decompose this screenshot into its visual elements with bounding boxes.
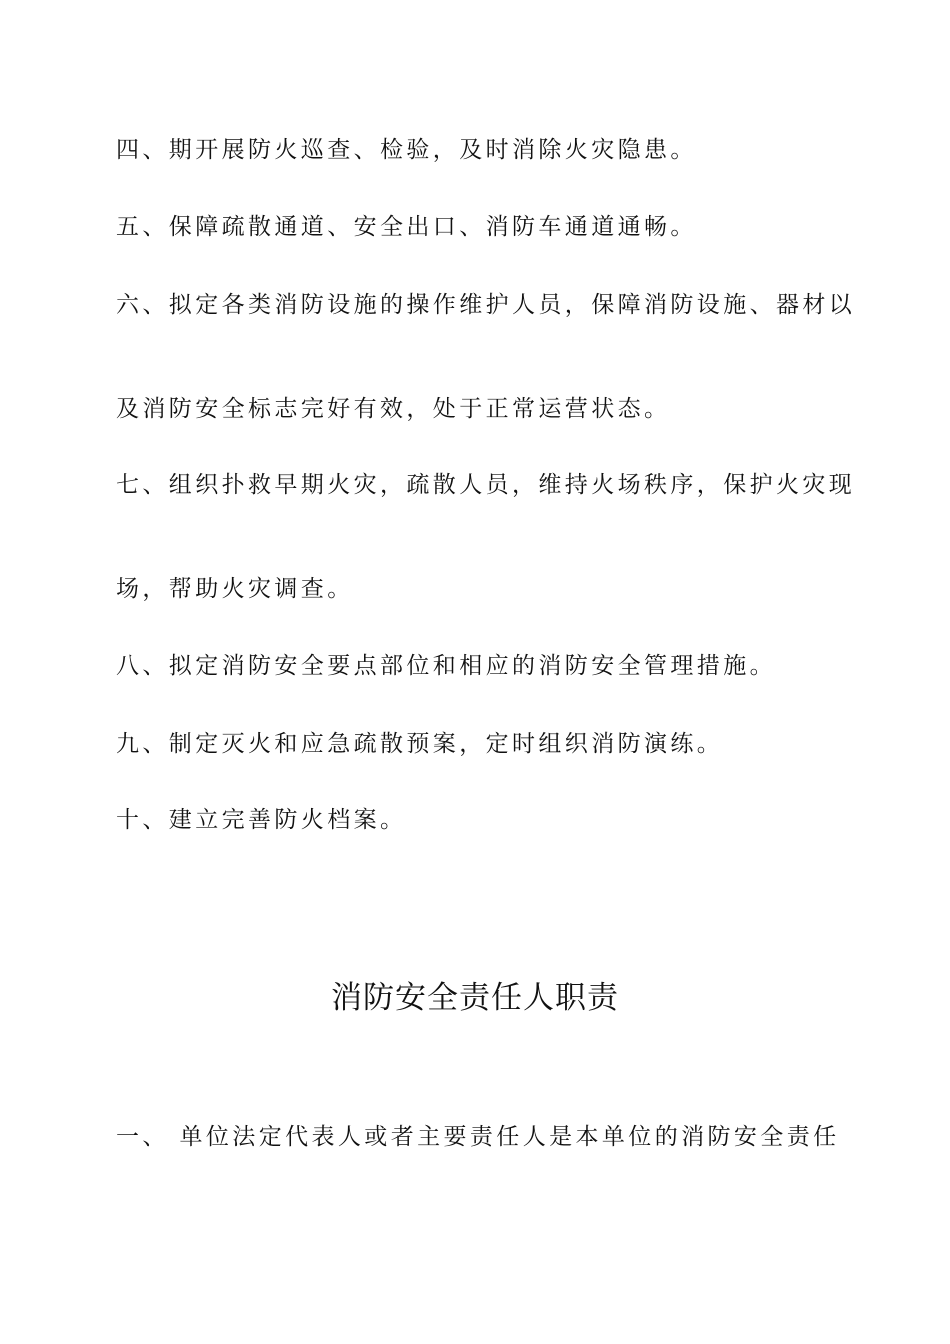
paragraph-line: 及消防安全标志完好有效，处于正常运营状态。 bbox=[116, 396, 671, 422]
paragraph-line: 场，帮助火灾调查。 bbox=[116, 576, 354, 602]
section-title: 消防安全责任人职责 bbox=[331, 980, 619, 1016]
paragraph-line: 六、拟定各类消防设施的操作维护人员，保障消防设施、器材以 bbox=[116, 292, 856, 318]
paragraph-line: 五、保障疏散通道、安全出口、消防车通道通畅。 bbox=[116, 214, 697, 240]
paragraph-line: 四、期开展防火巡查、检验，及时消除火灾隐患。 bbox=[116, 137, 697, 163]
paragraph-line: 九、制定灭火和应急疏散预案，定时组织消防演练。 bbox=[116, 731, 724, 757]
section-first-line: 一、 单位法定代表人或者主要责任人是本单位的消防安全责任 bbox=[116, 1124, 840, 1150]
paragraph-line: 十、建立完善防火档案。 bbox=[116, 807, 407, 833]
paragraph-line: 七、组织扑救早期火灾，疏散人员，维持火场秩序，保护火灾现 bbox=[116, 472, 856, 498]
paragraph-line: 八、拟定消防安全要点部位和相应的消防安全管理措施。 bbox=[116, 653, 776, 679]
